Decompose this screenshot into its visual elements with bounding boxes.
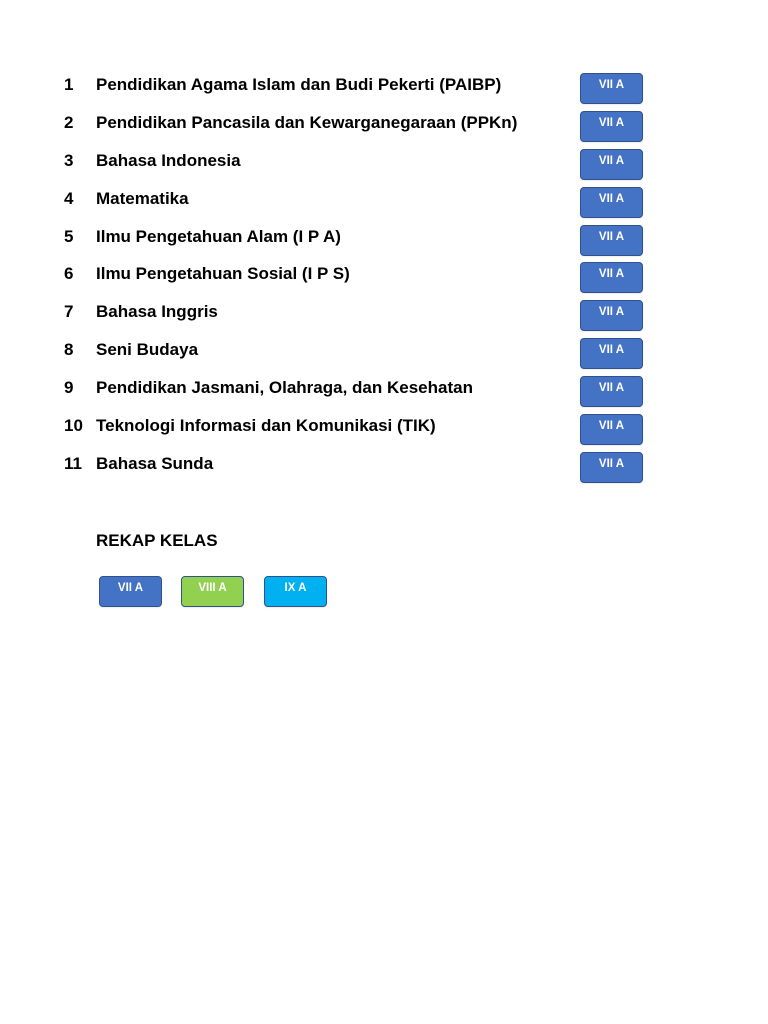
subject-name: Seni Budaya bbox=[96, 340, 199, 360]
subject-row-7 bbox=[0, 295, 768, 333]
subject-name: Teknologi Informasi dan Komunikasi (TIK) bbox=[96, 416, 436, 436]
rekap-kelas-title: REKAP KELAS bbox=[96, 531, 218, 550]
class-button-bahasa-inggris[interactable]: VII A bbox=[580, 300, 643, 331]
subject-name: Pendidikan Jasmani, Olahraga, dan Kesehatan bbox=[96, 378, 473, 398]
subject-number: 1 bbox=[64, 75, 74, 94]
subject-row-8 bbox=[0, 333, 768, 371]
subject-number: 5 bbox=[64, 226, 74, 246]
class-button-paibp[interactable]: VII A bbox=[580, 73, 643, 104]
subject-name: Pendidikan Agama Islam dan Budi Pekerti (PAIBP) bbox=[96, 75, 502, 94]
rekap-button-ix-a[interactable]: IX A bbox=[264, 576, 327, 607]
subject-number: 4 bbox=[64, 188, 74, 208]
subject-name: Ilmu Pengetahuan Alam (I P A) bbox=[96, 226, 341, 246]
subject-name: Pendidikan Pancasila dan Kewarganegaraan (PPKn) bbox=[96, 112, 518, 132]
subject-number: 11 bbox=[64, 453, 82, 473]
subject-number: 10 bbox=[64, 416, 83, 436]
class-button-ips[interactable]: VII A bbox=[580, 262, 643, 293]
class-button-ipa[interactable]: VII A bbox=[580, 225, 643, 256]
subject-number: 2 bbox=[64, 112, 74, 132]
rekap-button-vii-a[interactable]: VII A bbox=[99, 576, 162, 607]
subject-name: Ilmu Pengetahuan Sosial (I P S) bbox=[96, 264, 350, 284]
class-button-bahasa-indonesia[interactable]: VII A bbox=[580, 149, 643, 180]
subject-name: Bahasa Inggris bbox=[96, 302, 218, 322]
subject-number: 6 bbox=[64, 264, 74, 284]
subject-row-9 bbox=[0, 371, 768, 409]
subject-number: 8 bbox=[64, 340, 74, 360]
class-button-matematika[interactable]: VII A bbox=[580, 187, 643, 218]
subject-row-10 bbox=[0, 409, 768, 447]
subject-name: Bahasa Indonesia bbox=[96, 150, 241, 170]
subject-row-6 bbox=[0, 257, 768, 295]
rekap-button-viii-a[interactable]: VIII A bbox=[181, 576, 244, 607]
subject-row-1 bbox=[0, 68, 768, 106]
class-button-bahasa-sunda[interactable]: VII A bbox=[580, 452, 643, 483]
subject-name: Bahasa Sunda bbox=[96, 453, 214, 473]
subject-row-5 bbox=[0, 220, 768, 258]
subject-number: 7 bbox=[64, 302, 74, 322]
subject-number: 3 bbox=[64, 150, 74, 170]
subject-row-11 bbox=[0, 447, 768, 485]
class-button-ppkn[interactable]: VII A bbox=[580, 111, 643, 142]
class-button-tik[interactable]: VII A bbox=[580, 414, 643, 445]
subject-row-3 bbox=[0, 144, 768, 182]
subject-row-2 bbox=[0, 106, 768, 144]
subject-list bbox=[0, 68, 768, 485]
subject-number: 9 bbox=[64, 378, 74, 398]
class-button-pjok[interactable]: VII A bbox=[580, 376, 643, 407]
subject-row-4 bbox=[0, 182, 768, 220]
subject-name: Matematika bbox=[96, 188, 189, 208]
class-button-seni-budaya[interactable]: VII A bbox=[580, 338, 643, 369]
